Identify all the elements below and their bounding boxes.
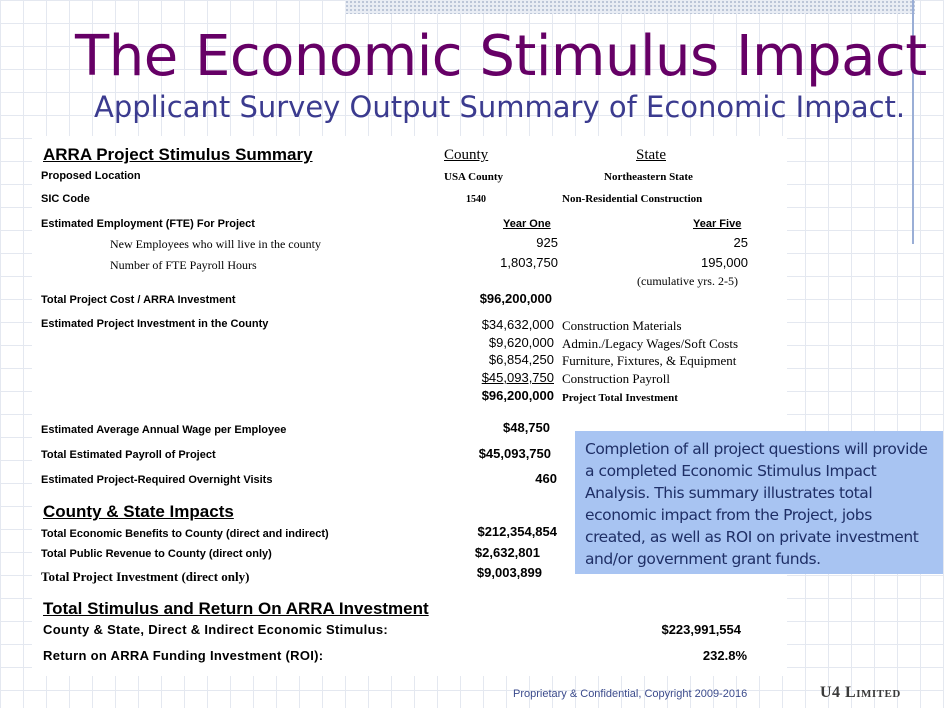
year-one-header: Year One <box>503 218 551 230</box>
new-employees-year-five: 25 <box>733 235 748 250</box>
total-payroll-value: $45,093,750 <box>478 446 551 461</box>
location-state: Northeastern State <box>604 171 693 183</box>
investment-total-label: Project Total Investment <box>562 392 678 404</box>
overnight-label: Estimated Project-Required Overnight Visits <box>41 474 273 486</box>
info-callout: Completion of all project questions will provide a completed Economic Stimulus Impact Analysis. This summary illustrates total economic impact from the Project, jobs created, as well as ROI on private investment and/or government grant funds. <box>575 431 943 574</box>
county-column-header: County <box>444 147 489 163</box>
total-payroll-label: Total Estimated Payroll of Project <box>41 449 216 461</box>
new-employees-label: New Employees who will live in the county <box>110 237 321 251</box>
payroll-hours-label: Number of FTE Payroll Hours <box>110 258 257 272</box>
slide-subtitle: Applicant Survey Output Summary of Economic Impact. <box>94 90 906 124</box>
revenue-value: $2,632,801 <box>474 545 540 560</box>
state-column-header: State <box>636 147 666 163</box>
investment-desc-materials: Construction Materials <box>562 318 682 333</box>
sic-description: Non-Residential Construction <box>562 193 703 205</box>
sic-label: SIC Code <box>41 193 90 205</box>
stimulus-value: $223,991,554 <box>661 622 741 637</box>
payroll-hours-year-five: 195,000 <box>701 255 748 270</box>
new-employees-year-one: 925 <box>536 235 558 250</box>
avg-wage-label: Estimated Average Annual Wage per Employee <box>41 424 287 436</box>
investment-label: Estimated Project Investment in the County <box>41 318 269 330</box>
impacts-heading: County & State Impacts <box>43 502 234 521</box>
investment-desc-furniture: Furniture, Fixtures, & Equipment <box>562 353 737 368</box>
stimulus-label: County & State, Direct & Indirect Economic Stimulus: <box>43 622 388 637</box>
roi-label: Return on ARRA Funding Investment (ROI): <box>43 648 324 663</box>
benefits-value: $212,354,854 <box>477 524 557 539</box>
avg-wage-value: $48,750 <box>503 420 550 435</box>
location-label: Proposed Location <box>41 170 141 182</box>
top-dotted-band <box>345 0 915 14</box>
revenue-label: Total Public Revenue to County (direct only) <box>41 548 272 560</box>
project-investment-value: $9,003,899 <box>476 565 542 580</box>
investment-desc-payroll: Construction Payroll <box>562 371 670 386</box>
investment-total-value: $96,200,000 <box>481 388 554 403</box>
summary-sheet <box>32 136 787 676</box>
project-investment-label: Total Project Investment (direct only) <box>41 569 250 584</box>
summary-heading: ARRA Project Stimulus Summary <box>43 145 313 164</box>
investment-amount-materials: $34,632,000 <box>481 317 554 332</box>
total-cost-label: Total Project Cost / ARRA Investment <box>41 294 236 306</box>
location-county: USA County <box>444 171 503 183</box>
employment-label: Estimated Employment (FTE) For Project <box>41 218 255 230</box>
copyright-footer: Proprietary & Confidential, Copyright 2009-2016 <box>513 688 748 700</box>
total-cost-value: $96,200,000 <box>479 291 552 306</box>
overnight-value: 460 <box>535 471 557 486</box>
investment-amount-payroll: $45,093,750 <box>481 370 554 385</box>
investment-amount-admin: $9,620,000 <box>488 335 554 350</box>
payroll-hours-year-one: 1,803,750 <box>500 255 558 270</box>
benefits-label: Total Economic Benefits to County (direct and indirect) <box>41 528 329 540</box>
year-five-header: Year Five <box>693 218 742 230</box>
roi-value: 232.8% <box>702 648 747 663</box>
investment-amount-furniture: $6,854,250 <box>488 352 554 367</box>
cumulative-note: (cumulative yrs. 2-5) <box>637 274 738 288</box>
brand-logo-text: U4 Limited <box>820 684 901 701</box>
investment-desc-admin: Admin./Legacy Wages/Soft Costs <box>562 336 739 351</box>
stimulus-heading: Total Stimulus and Return On ARRA Investment <box>43 599 429 618</box>
slide-title: The Economic Stimulus Impact <box>75 24 927 89</box>
sic-code: 1540 <box>466 194 486 205</box>
